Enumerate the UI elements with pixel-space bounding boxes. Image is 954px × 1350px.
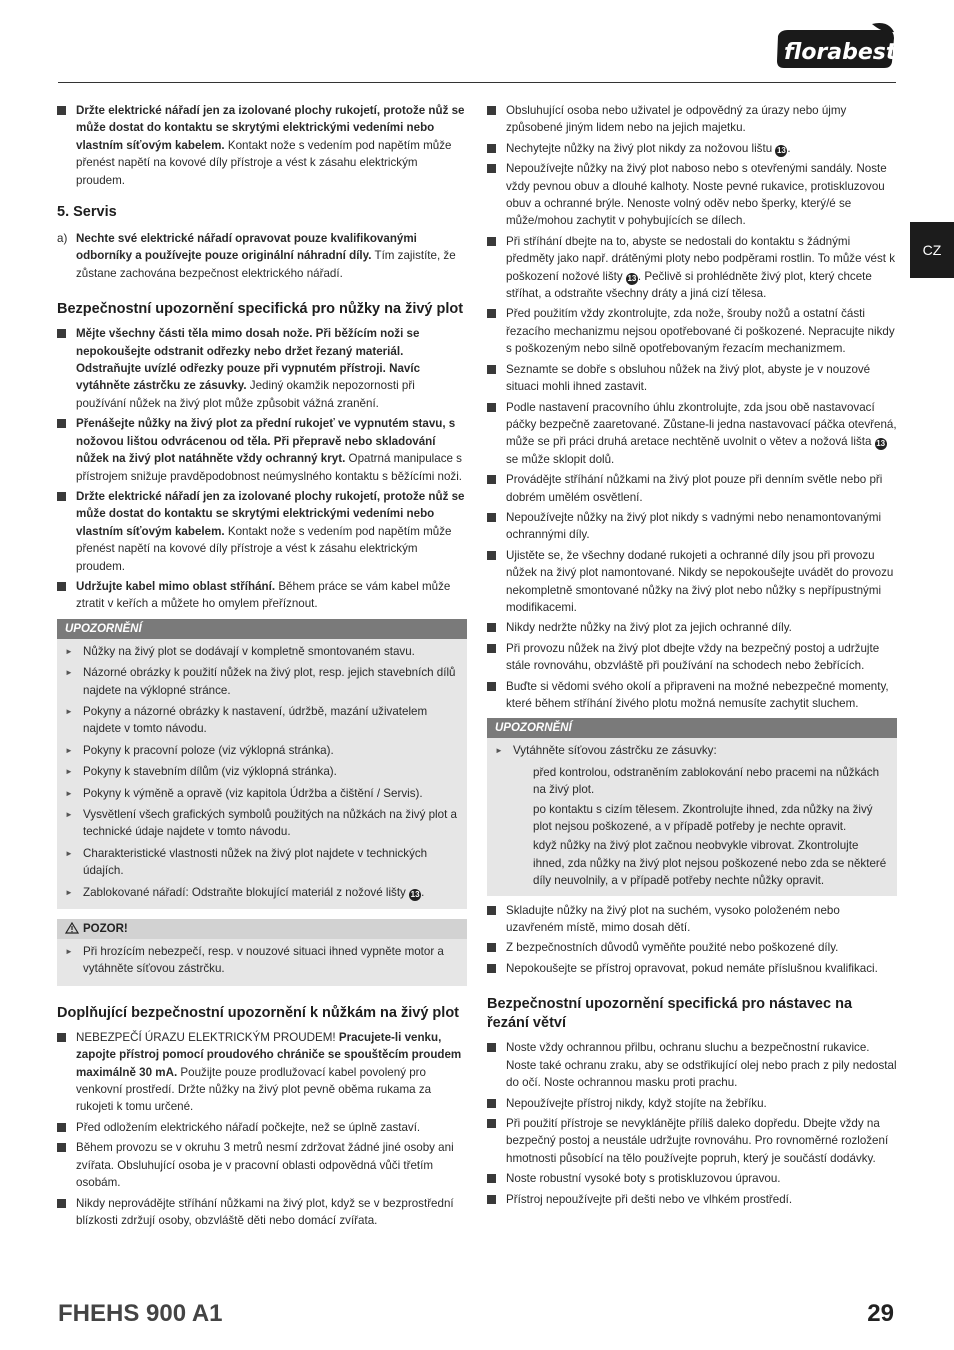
notice-item: ► Nůžky na živý plot se dodávají v kompletně smontovaném stavu.	[65, 643, 459, 660]
section-title-additional-safety: Doplňující bezpečnostní upozornění k nůžkám na živý plot	[57, 1004, 460, 1021]
list-item: Nepokoušejte se přístroj opravovat, pokud nemáte příslušnou kvalifikaci.	[487, 960, 897, 977]
list-item: Obsluhující osoba nebo uživatel je odpovědný za úrazy nebo újmy způsobené jiným lidem nebo na jejich majetku.	[487, 102, 897, 137]
list-item: Před odložením elektrického nářadí počkejte, než se úplně zastaví.	[57, 1119, 467, 1136]
notice-item: ► Pokyny a názorné obrázky k nastavení, údržbě, mazání uživatelem najdete v tomto návodu.	[65, 703, 459, 738]
list-item: Z bezpečnostních důvodů vyměňte použité nebo poškozené díly.	[487, 939, 897, 956]
page-number: 29	[867, 1300, 894, 1327]
list-item: Při stříhání dbejte na to, abyste se nedostali do kontaktu s žádnými předměty jako např. drátěnými ploty nebo podpěrami rostlin. To může vést k poškození nožové lišty 13 . Pečlivě si prohlédněte živý plot, který chcete stříhat, a odstraňte všechny dráty a jiná cizí tělesa.	[487, 233, 897, 303]
list-item: Při použití přístroje se nevyklánějte příliš daleko dopředu. Dbejte vždy na bezpečný postoj a neustále udržujte rovnováhu. Pro rovnoměrné rozložení hmotnosti působící na tělo používejte popruh, který je součástí dodávky.	[487, 1115, 897, 1167]
notice-subitem: po kontaktu s cizím tělesem. Zkontrolujte ihned, zda nůžky na živý plot nejsou poškozené, a v případě potřeby je nechte opravit.	[533, 802, 873, 834]
ref-13-icon: 13	[876, 439, 886, 449]
list-item: Noste robustní vysoké boty s protiskluzovou úpravou.	[487, 1170, 897, 1187]
notice-title: UPOZORNĚNÍ	[487, 718, 897, 738]
notice-subitem: před kontrolou, odstraněním zablokování nebo pracemi na nůžkách na živý plot.	[533, 765, 880, 797]
list-item: Mějte všechny části těla mimo dosah nože. Při běžícím noži se nepokoušejte odstranit odřezky nebo držet řezaný materiál. Odstraňujte uvízlé odřezky pouze při vypnutém přístroji. Navíc vytáhněte zástrčku ze zásuvky. Jediný okamžik nepozornosti při používání nůžek na živý plot může způsobit vážná zranění.	[57, 325, 467, 412]
list-item: Při provozu nůžek na živý plot dbejte vždy na bezpečný postoj a udržujte stále rovnováhu, obzvláště při používání na schodech nebo žebřících.	[487, 640, 897, 675]
list-item: Nikdy nedržte nůžky na živý plot za jejich ochranné díly.	[487, 619, 897, 636]
ref-13-icon: 13	[627, 273, 637, 283]
list-item: Držte elektrické nářadí jen za izolované plochy rukojetí, protože nůž se může dostat do kontaktu se skrytými elektrickými vedeními nebo vlastním síťovým kabelem. Kontakt nože s vedením pod napětím může přenést napětí na kovové díly přístroje a vést k zásahu elektrickým proudem.	[57, 488, 467, 575]
section-title-branch-saw: Bezpečnostní upozornění specifická pro nástavec na řezání větví	[487, 996, 853, 1032]
list-item: Podle nastavení pracovního úhlu zkontrolujte, zda jsou obě nastavovací páčky bezpečně zaaretované. Zůstane-li jedna nastavovací páčka otevřená, může se při práci druhá aretace nechtěně uvolnit o větev a nožová lišta 13 se může sklopit dolů.	[487, 399, 897, 469]
notice-item: ► Zablokované nářadí: Odstraňte blokující materiál z nožové lišty 13 .	[65, 884, 459, 901]
list-item: Nepoužívejte přístroj nikdy, když stojíte na žebříku.	[487, 1095, 897, 1112]
list-item: Nechytejte nůžky na živý plot nikdy za nožovou lištu 13 .	[487, 140, 897, 157]
list-item: Noste vždy ochrannou přilbu, ochranu sluchu a bezpečnostní rukavice. Noste také ochranu zraku, aby se odstřikující olej nebo prach z pily nedostal do očí. Noste ochrannou masku proti prachu.	[487, 1039, 897, 1091]
notice-item: ► Pokyny k stavebním dílům (viz výklopná stránka).	[65, 763, 459, 780]
warning-title: POZOR!	[57, 919, 467, 939]
notice-item: ► Vytáhněte síťovou zástrčku ze zásuvky:	[495, 742, 889, 759]
warning-triangle-icon	[65, 922, 79, 934]
right-column	[487, 102, 897, 1211]
list-item: Držte elektrické nářadí jen za izolované plochy rukojetí, protože nůž se může dostat do kontaktu se skrytými elektrickými vedeními nebo vlastním síťovým kabelem. Kontakt nože s vedením pod napětím může přenést napětí na kovové díly přístroje a vést k zásahu elektrickým proudem.	[57, 102, 467, 189]
list-item: Před použitím vždy zkontrolujte, zda nože, šrouby nožů a ostatní části řezacího mechanizmu nejsou opotřebované či poškozené. Nepracujte nikdy s poškozeným nebo silně opotřebovaným řezacím mechanizmem.	[487, 305, 897, 357]
notice-item: ► Pokyny k výměně a opravě (viz kapitola Údržba a čištění / Servis).	[65, 785, 459, 802]
list-item: Ujistěte se, že všechny dodané rukojeti a ochranné díly jsou při provozu nůžek na živý plot namontované. Nikdy se nepokoušejte uvádět do provozu nekompletně smontované nůžky na živý plot nebo nůžky s nepřípustnými modifikacemi.	[487, 547, 897, 617]
list-item: Nepoužívejte nůžky na živý plot naboso nebo s otevřenými sandály. Noste vždy pevnou obuv a dlouhé kalhoty. Noste pevné rukavice, protiskluzovou obuv a ochranné brýle. Nenoste volný oděv nebo šperky, který/é se může/mohou zachytit v pohybujících se dílech.	[487, 160, 897, 230]
notice-item: ► Charakteristické vlastnosti nůžek na živý plot najdete v technických údajích.	[65, 845, 459, 880]
florabest-logo	[774, 22, 896, 70]
notice-subitem: když nůžky na živý plot začnou neobvykle vibrovat. Zkontrolujte ihned, zda nůžky na živý plot nejsou poškozené nebo zda se některé díly neuvolnily, a v případě potřeby nechte nůžky opravit.	[533, 839, 887, 888]
list-item: Udržujte kabel mimo oblast stříhání. Během práce se vám kabel může ztratit v keřích a můžete ho omylem přeříznout.	[57, 578, 467, 613]
section-title-hedge-safety: Bezpečnostní upozornění specifická pro nůžky na živý plot	[57, 301, 464, 318]
logo-text: florabest	[784, 40, 896, 65]
list-item: Přístroj nepoužívejte při dešti nebo ve vlhkém prostředí.	[487, 1191, 897, 1208]
list-item: a) Nechte své elektrické nářadí opravovat pouze kvalifikovanými odborníky a používejte pouze originální náhradní díly. Tím zajistíte, že zůstane zachována bezpečnost elektrického nářadí.	[57, 232, 456, 280]
notice-item: ► Vysvětlení všech grafických symbolů použitých na nůžkách na živý plot a technické údaje najdete v tomto návodu.	[65, 806, 459, 841]
notice-box	[57, 619, 467, 909]
notice-title: UPOZORNĚNÍ	[57, 619, 467, 639]
list-item: Skladujte nůžky na živý plot na suchém, vysoko položeném nebo uzavřeném místě, mimo dosah dětí.	[487, 902, 897, 937]
list-item: Během provozu se v okruhu 3 metrů nesmí zdržovat žádné jiné osoby ani zvířata. Obsluhující osoba je v pracovní oblasti odpovědná vůči třetím osobám.	[57, 1139, 467, 1191]
left-column	[57, 102, 467, 1232]
notice-item: ► Pokyny k pracovní poloze (viz výklopná stránka).	[65, 742, 459, 759]
list-item: Přenášejte nůžky na živý plot za přední rukojeť ve vypnutém stavu, s nožovou lištou odvrácenou od těla. Při přepravě nebo skladování nůžek na živý plot natáhněte vždy ochranný kryt. Opatrná manipulace s přístrojem snižuje pravděpodobnost neúmyslného kontaktu s běžícími noži.	[57, 415, 467, 485]
ref-13-icon: 13	[410, 889, 420, 899]
header-rule	[58, 82, 896, 83]
notice-box	[487, 718, 897, 895]
list-item: Provádějte stříhání nůžkami na živý plot pouze při denním světle nebo při dobrém umělém osvětlení.	[487, 471, 897, 506]
language-tab: CZ	[910, 222, 954, 278]
notice-item: ► Názorné obrázky k použití nůžek na živý plot, resp. jejich stavebních dílů najdete na výklopné stránce.	[65, 664, 459, 699]
model-number: FHEHS 900 A1	[58, 1300, 223, 1327]
list-item: Nikdy neprovádějte stříhání nůžkami na živý plot, když se v bezprostřední blízkosti zdržují osoby, obzvláště děti nebo domácí zvířata.	[57, 1195, 467, 1230]
warning-item: ► Při hrozícím nebezpečí, resp. v nouzové situaci ihned vypněte motor a vytáhněte síťovou zástrčku.	[65, 943, 459, 978]
list-item: NEBEZPEČÍ ÚRAZU ELEKTRICKÝM PROUDEM! Pracujete-li venku, zapojte přístroj pomocí proudového chrániče se spouštěcím proudem maximálně 30 mA. Použijte pouze prodlužovací kabel povolený pro venkovní prostředí. Držte nůžky na živý plot pevně oběma rukama za rukojeti k tomu určené.	[57, 1029, 467, 1116]
list-item: Seznamte se dobře s obsluhou nůžek na živý plot, abyste je v nouzové situaci mohli ihned zastavit.	[487, 361, 897, 396]
ref-13-icon: 13	[776, 145, 786, 155]
list-item: Buďte si vědomi svého okolí a připraveni na možné nebezpečné momenty, které během stříhání živého plotu možná nemusíte zachytit sluchem.	[487, 678, 897, 713]
list-item: Nepoužívejte nůžky na živý plot nikdy s vadnými nebo nenamontovanými ochrannými díly.	[487, 509, 897, 544]
warning-box	[57, 919, 467, 986]
section-title-servis: 5. Servis	[57, 204, 117, 221]
